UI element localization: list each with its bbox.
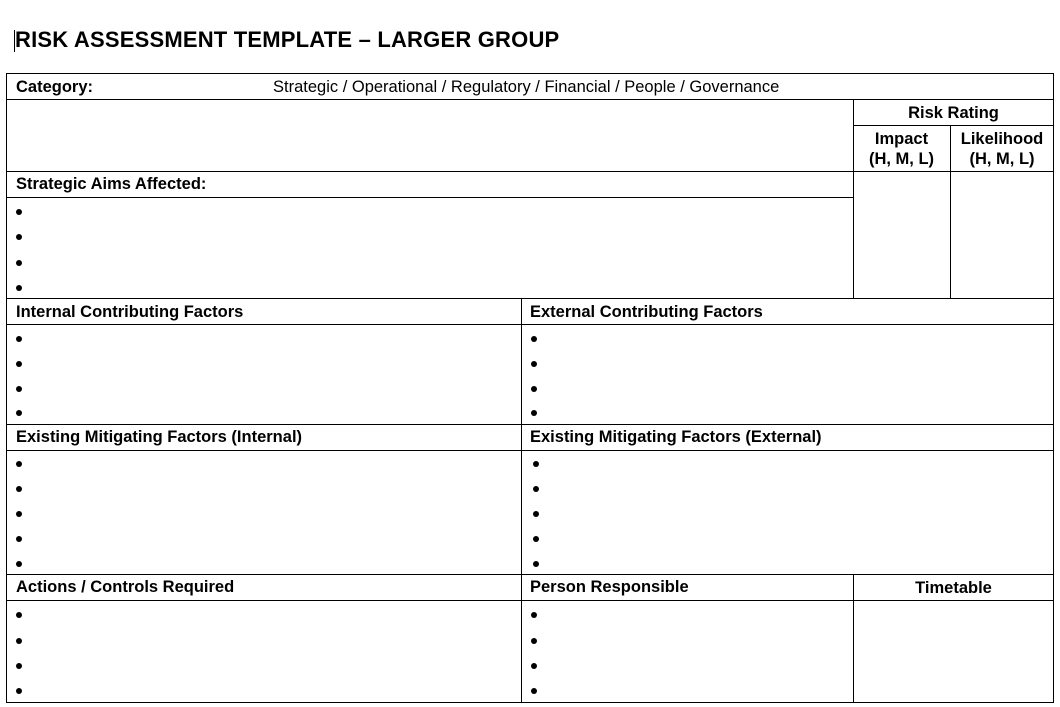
bullet-point [531, 361, 537, 367]
impact-cell[interactable] [854, 172, 950, 298]
bullet-point [16, 410, 22, 416]
bullet-point [533, 486, 539, 492]
mitigating-internal-label: Existing Mitigating Factors (Internal) [16, 428, 303, 446]
bullet-point [531, 688, 537, 694]
bullet-point [533, 561, 539, 567]
bullet-point [16, 209, 22, 215]
likelihood-header: Likelihood (H, M, L) [960, 130, 1044, 168]
bullet-point [16, 561, 22, 567]
mitigating-external-label: Existing Mitigating Factors (External) [530, 428, 822, 446]
category-options: Strategic / Operational / Regulatory / Financial / People / Governance [273, 78, 780, 96]
likelihood-cell[interactable] [951, 172, 1053, 298]
bullet-point [16, 461, 22, 467]
bullet-point [16, 260, 22, 266]
bullet-point [531, 336, 537, 342]
bullet-point [531, 663, 537, 669]
bullet-point [16, 336, 22, 342]
internal-factors-label: Internal Contributing Factors [16, 303, 244, 321]
bullet-point [16, 638, 22, 644]
bullet-point [16, 234, 22, 240]
bullet-point [533, 461, 539, 467]
risk-rating-header: Risk Rating [908, 104, 999, 122]
bullet-point [16, 285, 22, 291]
bullet-point [531, 612, 537, 618]
timetable-cell[interactable] [854, 601, 1053, 702]
bullet-point [533, 536, 539, 542]
bullet-point [16, 612, 22, 618]
bullet-point [16, 511, 22, 517]
strategic-aims-label: Strategic Aims Affected: [16, 175, 207, 193]
bullet-point [16, 688, 22, 694]
bullet-point [16, 663, 22, 669]
external-factors-label: External Contributing Factors [530, 303, 763, 321]
bullet-point [531, 410, 537, 416]
bullet-point [531, 386, 537, 392]
category-label: Category: [16, 78, 94, 96]
bullet-point [16, 361, 22, 367]
impact-header: Impact (H, M, L) [868, 130, 935, 168]
timetable-label: Timetable [915, 579, 992, 597]
bullet-point [16, 386, 22, 392]
person-responsible-label: Person Responsible [530, 578, 689, 596]
bullet-point [531, 638, 537, 644]
bullet-point [533, 511, 539, 517]
bullet-point [16, 536, 22, 542]
actions-label: Actions / Controls Required [16, 578, 235, 596]
bullet-point [16, 486, 22, 492]
page-title: RISK ASSESSMENT TEMPLATE – LARGER GROUP [15, 27, 560, 52]
